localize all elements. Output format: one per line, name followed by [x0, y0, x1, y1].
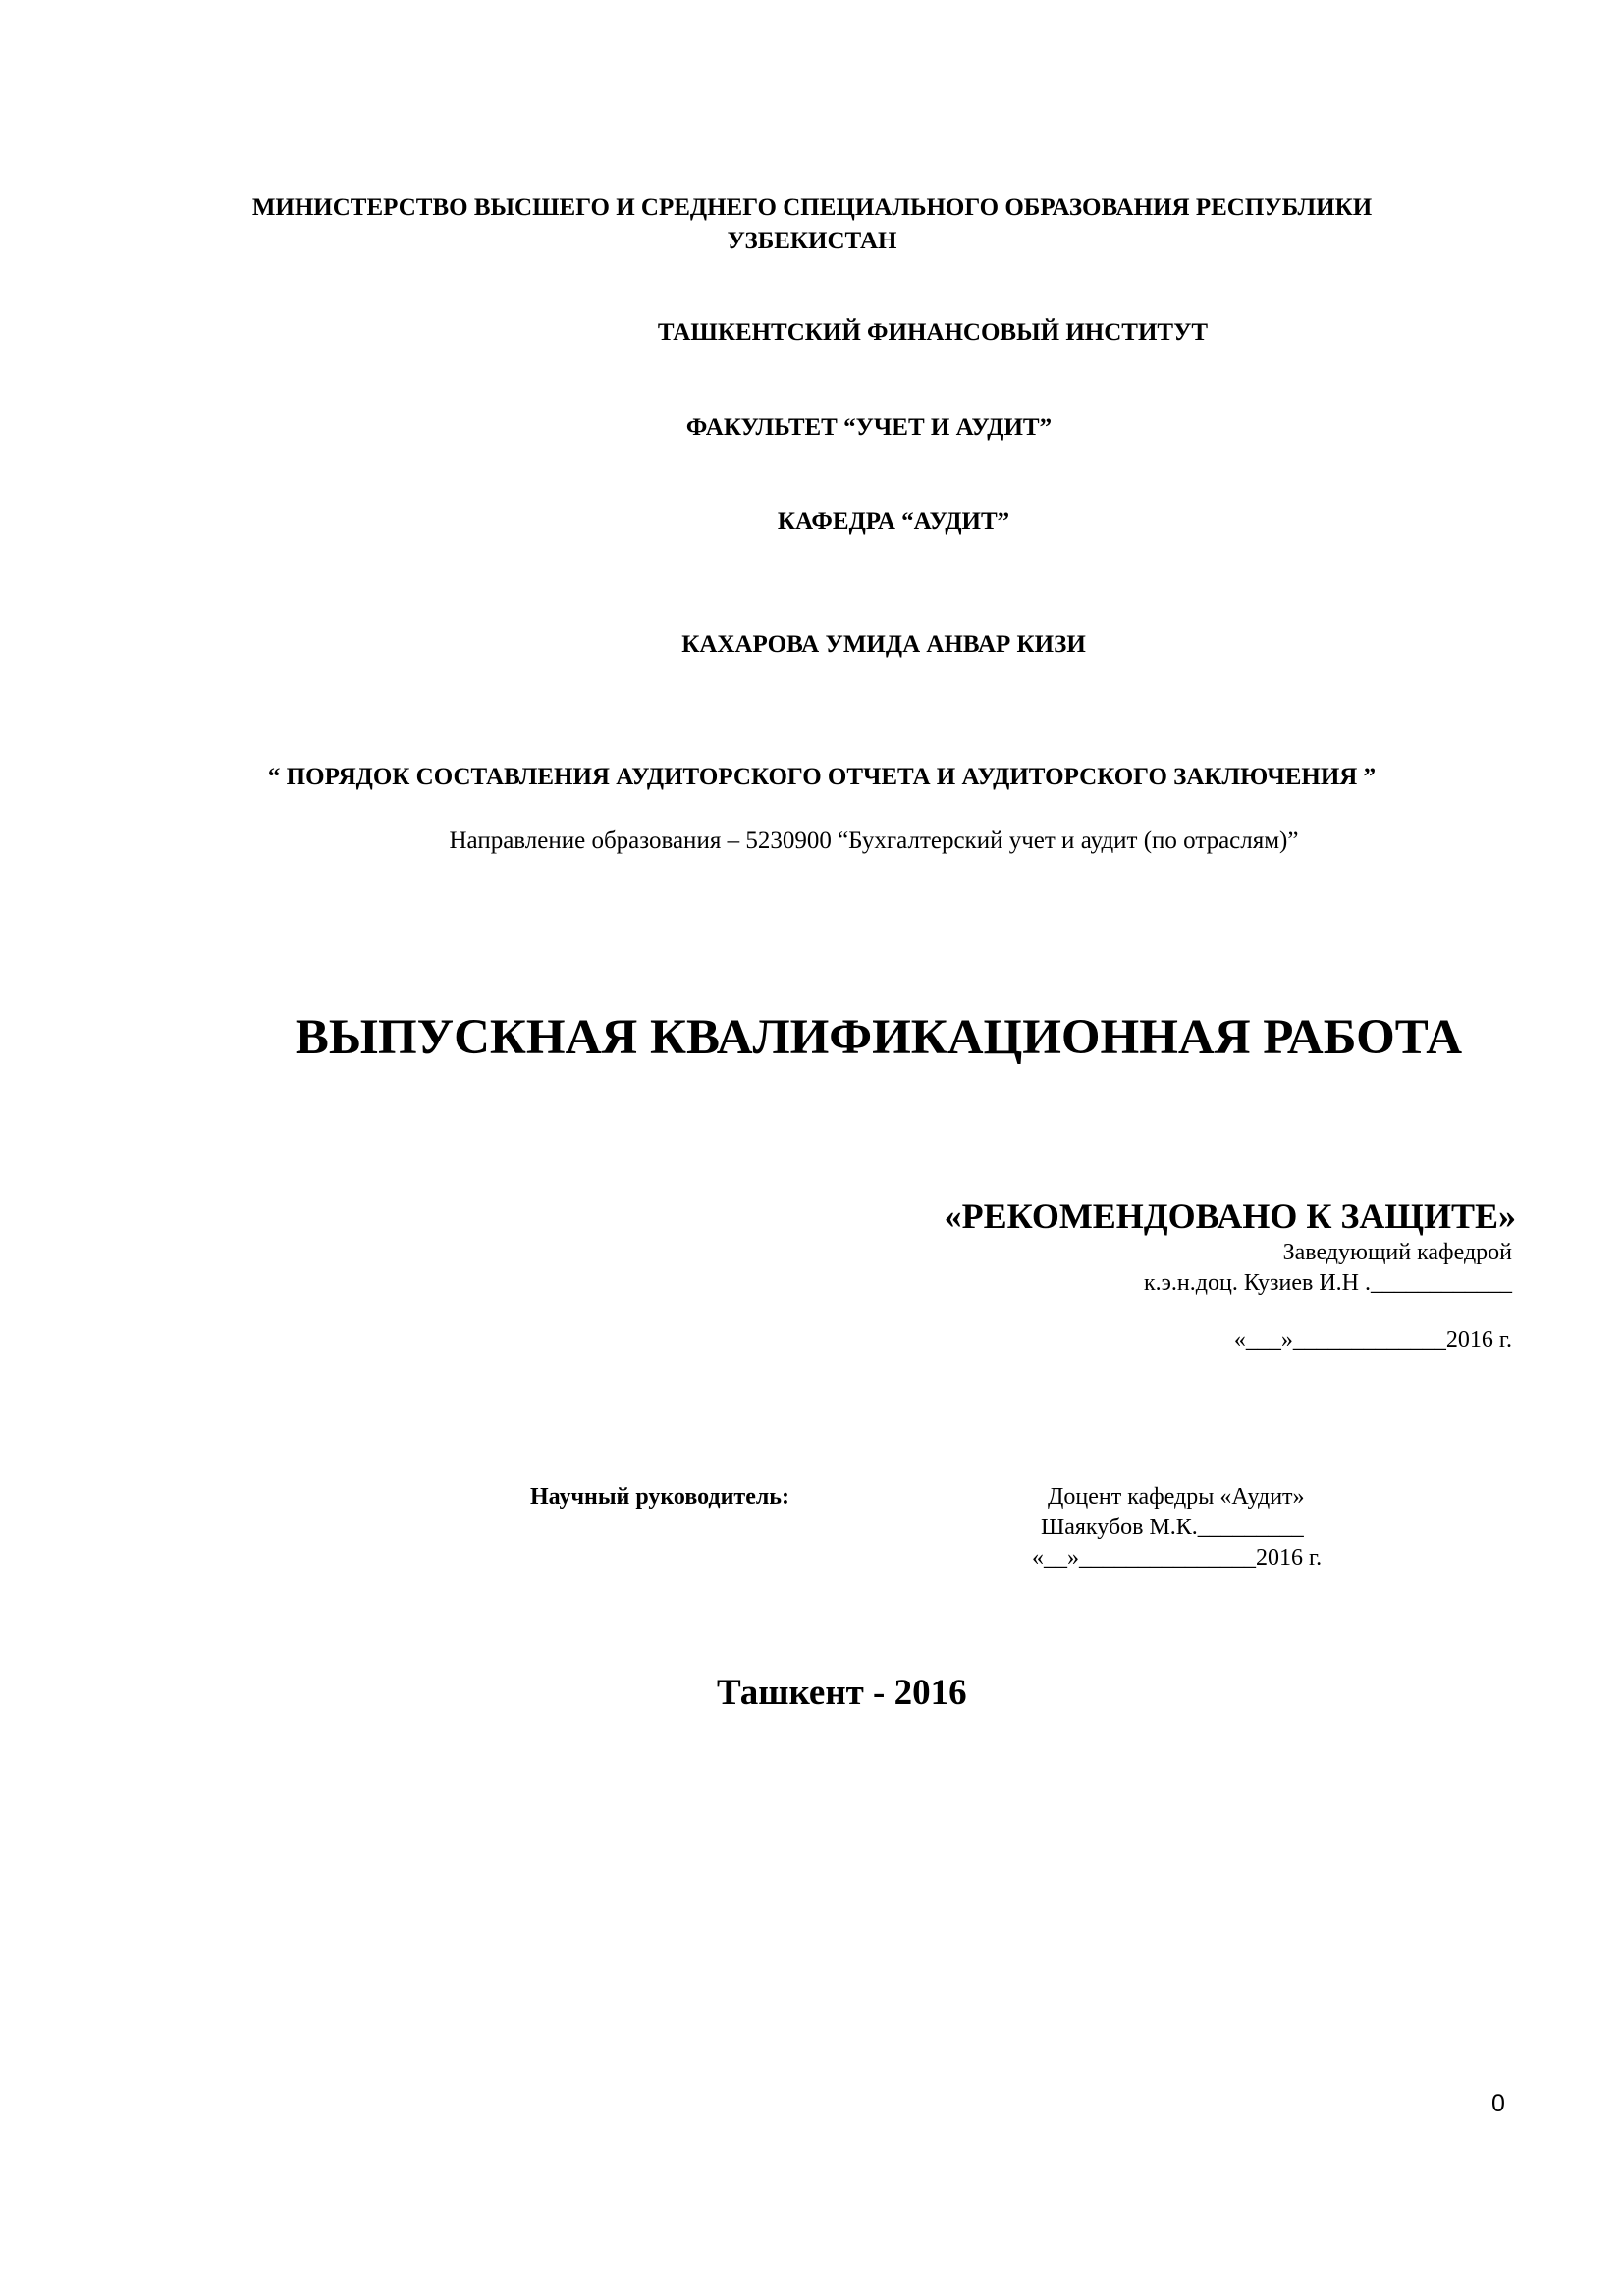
- city-year: Ташкент - 2016: [717, 1673, 967, 1713]
- faculty-name: ФАКУЛЬТЕТ “УЧЕТ И АУДИТ”: [685, 414, 1053, 441]
- page-number: 0: [1491, 2090, 1505, 2117]
- education-direction: Направление образования – 5230900 “Бухгалтерский учет и аудит (по отраслям)”: [449, 828, 1299, 854]
- ministry-line-1: МИНИСТЕРСТВО ВЫСШЕГО И СРЕДНЕГО СПЕЦИАЛЬНОГО ОБРАЗОВАНИЯ РЕСПУБЛИКИ: [251, 194, 1373, 221]
- work-type-title: ВЫПУСКНАЯ КВАЛИФИКАЦИОННАЯ РАБОТА: [295, 1010, 1463, 1065]
- author-name: КАХАРОВА УМИДА АНВАР КИЗИ: [681, 631, 1086, 658]
- head-of-department-title: Заведующий кафедрой: [1282, 1240, 1512, 1265]
- approval-date: «___»_____________2016 г.: [1233, 1327, 1512, 1353]
- head-of-department-name: к.э.н.доц. Кузиев И.Н .____________: [1143, 1270, 1512, 1296]
- institute-name: ТАШКЕНТСКИЙ ФИНАНСОВЫЙ ИНСТИТУТ: [657, 319, 1209, 346]
- department-name: КАФЕДРА “АУДИТ”: [777, 508, 1010, 535]
- recommended-for-defense: «РЕКОМЕНДОВАНО К ЗАЩИТЕ»: [944, 1197, 1516, 1236]
- supervisor-date: «__»_______________2016 г.: [1032, 1545, 1323, 1571]
- supervisor-name: Шаякубов М.К._________: [1041, 1515, 1304, 1540]
- ministry-line-2: УЗБЕКИСТАН: [727, 228, 897, 254]
- ministry-heading: [0, 191, 1624, 258]
- supervisor-label: Научный руководитель:: [530, 1484, 789, 1510]
- supervisor-position: Доцент кафедры «Аудит»: [1048, 1484, 1305, 1510]
- thesis-topic: “ ПОРЯДОК СОСТАВЛЕНИЯ АУДИТОРСКОГО ОТЧЕТА И АУДИТОРСКОГО ЗАКЛЮЧЕНИЯ ”: [267, 764, 1377, 790]
